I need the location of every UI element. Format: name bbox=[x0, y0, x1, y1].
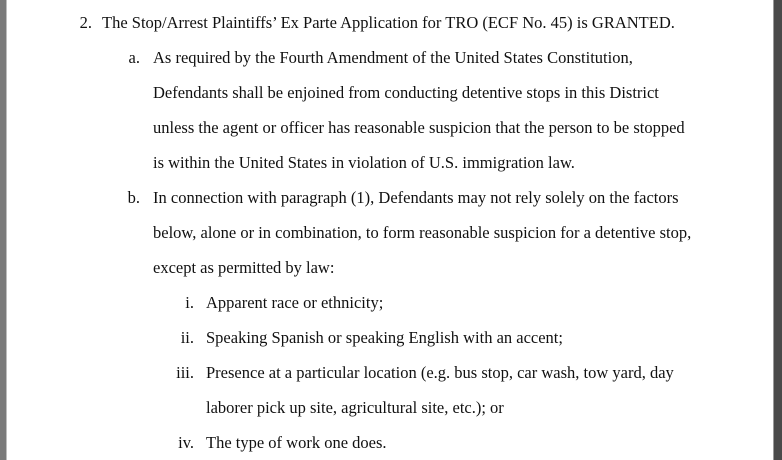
sub-item-b-line-1: In connection with paragraph (1), Defendants may not rely solely on the factors bbox=[153, 188, 679, 207]
factor-ii-marker: ii. bbox=[180, 328, 194, 347]
factor-iii-line-1: Presence at a particular location (e.g. bus stop, car wash, tow yard, day bbox=[206, 363, 674, 382]
factor-iii-marker: iii. bbox=[176, 363, 194, 382]
item-2-text: The Stop/Arrest Plaintiffs’ Ex Parte Application for TRO (ECF No. 45) is GRANTED. bbox=[102, 13, 675, 32]
page-border-right bbox=[774, 0, 782, 460]
sub-item-b-marker: b. bbox=[127, 188, 140, 207]
factor-iv-text: The type of work one does. bbox=[206, 433, 387, 452]
page-border-right-inner bbox=[773, 0, 774, 460]
sub-item-a-line-1: As required by the Fourth Amendment of the United States Constitution, bbox=[153, 48, 633, 67]
sub-item-a-line-2: Defendants shall be enjoined from conducting detentive stops in this District bbox=[153, 83, 659, 102]
page-border-left-inner bbox=[6, 0, 7, 460]
sub-item-a-line-3: unless the agent or officer has reasonable suspicion that the person to be stopped bbox=[153, 118, 685, 137]
sub-item-a-line-4: is within the United States in violation of U.S. immigration law. bbox=[153, 153, 575, 172]
factor-i-marker: i. bbox=[185, 293, 194, 312]
factor-i-text: Apparent race or ethnicity; bbox=[206, 293, 384, 312]
item-2-number: 2. bbox=[79, 13, 92, 32]
sub-item-b-line-2: below, alone or in combination, to form reasonable suspicion for a detentive stop, bbox=[153, 223, 692, 242]
sub-item-b-line-3: except as permitted by law: bbox=[153, 258, 335, 277]
factor-iii-line-2: laborer pick up site, agricultural site, etc.); or bbox=[206, 398, 504, 417]
factor-iv-marker: iv. bbox=[178, 433, 194, 452]
factor-ii-text: Speaking Spanish or speaking English with an accent; bbox=[206, 328, 563, 347]
sub-item-a-marker: a. bbox=[128, 48, 140, 67]
